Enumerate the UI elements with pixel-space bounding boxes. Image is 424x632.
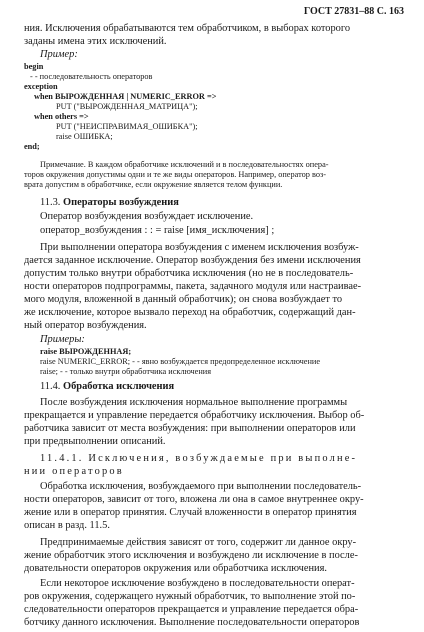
code-line: raise; - - только внутри обработчика исключения	[40, 367, 212, 376]
paragraph-line: дается заданное исключение. Оператор возбуждения без имени исключения	[24, 255, 361, 266]
paragraph-line: ности операторов подпрограммы, пакета, задачного модуля или настраивае-	[24, 281, 362, 292]
code-line: when ВЫРОЖДЕННАЯ | NUMERIC_ERROR =>	[34, 92, 217, 101]
example-title: Пример:	[40, 49, 78, 60]
note-line-3: врата допустим в обработчике, если окружение является телом функции.	[24, 180, 283, 189]
paragraph-line: ботчику данного исключения. Выполнение последовательности операторов	[24, 617, 360, 628]
intro-line-2: заданы имена этих исключений.	[24, 36, 167, 47]
paragraph-line: Предпринимаемые действия зависят от того, содержит ли данное окру-	[40, 537, 357, 548]
note-line-1: Примечание. В каждом обработчике исключений и в последовательностях опера-	[40, 160, 329, 169]
intro-line-1: ния. Исключения обрабатываются тем обработчиком, в выборах которого	[24, 23, 351, 34]
section-title: Операторы возбуждения	[63, 197, 179, 208]
code-line: - - последовательность операторов	[30, 72, 153, 81]
running-header: ГОСТ 27831–88 С. 163	[303, 6, 404, 17]
paragraph-line: ности операторов, зависит от того, вложена ли она в самое внутреннее окру-	[24, 494, 364, 505]
code-line: begin	[24, 62, 44, 71]
sec113-syntax: оператор_возбуждения : : = raise [имя_исключения] ;	[40, 225, 275, 236]
paragraph-line: допустим только внутри обработчика исключения (но не в последователь-	[24, 268, 354, 279]
code-line: raise ВЫРОЖДЕННАЯ;	[40, 347, 132, 356]
paragraph-line: описан в разд. 11.5.	[24, 520, 110, 531]
code-line: raise ОШИБКА;	[56, 132, 113, 141]
paragraph-line: При выполнении оператора возбуждения с именем исключения возбуж-	[40, 242, 359, 253]
code-line: end;	[24, 142, 40, 151]
paragraph-line: жение обработчик этого исключения и возбуждено ли исключение в после-	[24, 550, 358, 561]
paragraph-line: Если некоторое исключение возбуждено в последовательности операт-	[40, 578, 355, 589]
paragraph-line: жение или в оператор принятия. Случай вложенности в оператор принятия	[24, 507, 357, 518]
section-number: 11.3.	[40, 197, 61, 208]
code-line: PUT ("НЕИСПРАВИМАЯ_ОШИБКА");	[56, 122, 198, 131]
section-heading-11-3	[40, 196, 179, 209]
note-line-2: торов окружения допустимы одни и те же виды операторов. Например, оператор воз-	[24, 170, 327, 179]
subsection-heading-line-2: нии операторов	[24, 466, 124, 477]
paragraph-line: при предвыполнении описаний.	[24, 436, 166, 447]
paragraph-line: Обработка исключения, возбуждаемого при выполнении последователь-	[40, 481, 362, 492]
paragraph-line: мого модуля, вложенной в данный обработчик); он снова возбуждает то	[24, 294, 343, 305]
section-title: Обработка исключения	[63, 381, 175, 392]
code-line: raise NUMERIC_ERROR; - - явно возбуждается предопределенное исключение	[40, 357, 321, 366]
paragraph-line: После возбуждения исключения нормальное выполнение программы	[40, 397, 348, 408]
paragraph-line: ный оператор возбуждения.	[24, 320, 147, 331]
examples-title: Примеры:	[40, 334, 85, 345]
paragraph-line: же исключение, которое вызвало переход на обработчик, содержащий дан-	[24, 307, 356, 318]
code-line: exception	[24, 82, 58, 91]
paragraph-line: следовательности операторов прекращается и управление передается обра-	[24, 604, 359, 615]
section-number: 11.4.	[40, 381, 61, 392]
paragraph-line: работчика зависит от места возбуждения: при выполнении операторов или	[24, 423, 356, 434]
subsection-heading-line-1: 11.4.1. Исключения, возбуждаемые при выполне-	[40, 453, 358, 464]
code-line: when others =>	[34, 112, 89, 121]
paragraph-line: довательности операторов окружения или обработчика исключения.	[24, 563, 327, 574]
sec113-intro: Оператор возбуждения возбуждает исключение.	[40, 211, 254, 222]
code-line: PUT ("ВЫРОЖДЕННАЯ_МАТРИЦА");	[56, 102, 198, 111]
paragraph-line: ров окружения, содержащего нужный обработчик, то выполнение этой по-	[24, 591, 356, 602]
paragraph-line: прекращается и управление передается обработчику исключения. Выбор об-	[24, 410, 365, 421]
section-heading-11-4	[40, 380, 174, 393]
